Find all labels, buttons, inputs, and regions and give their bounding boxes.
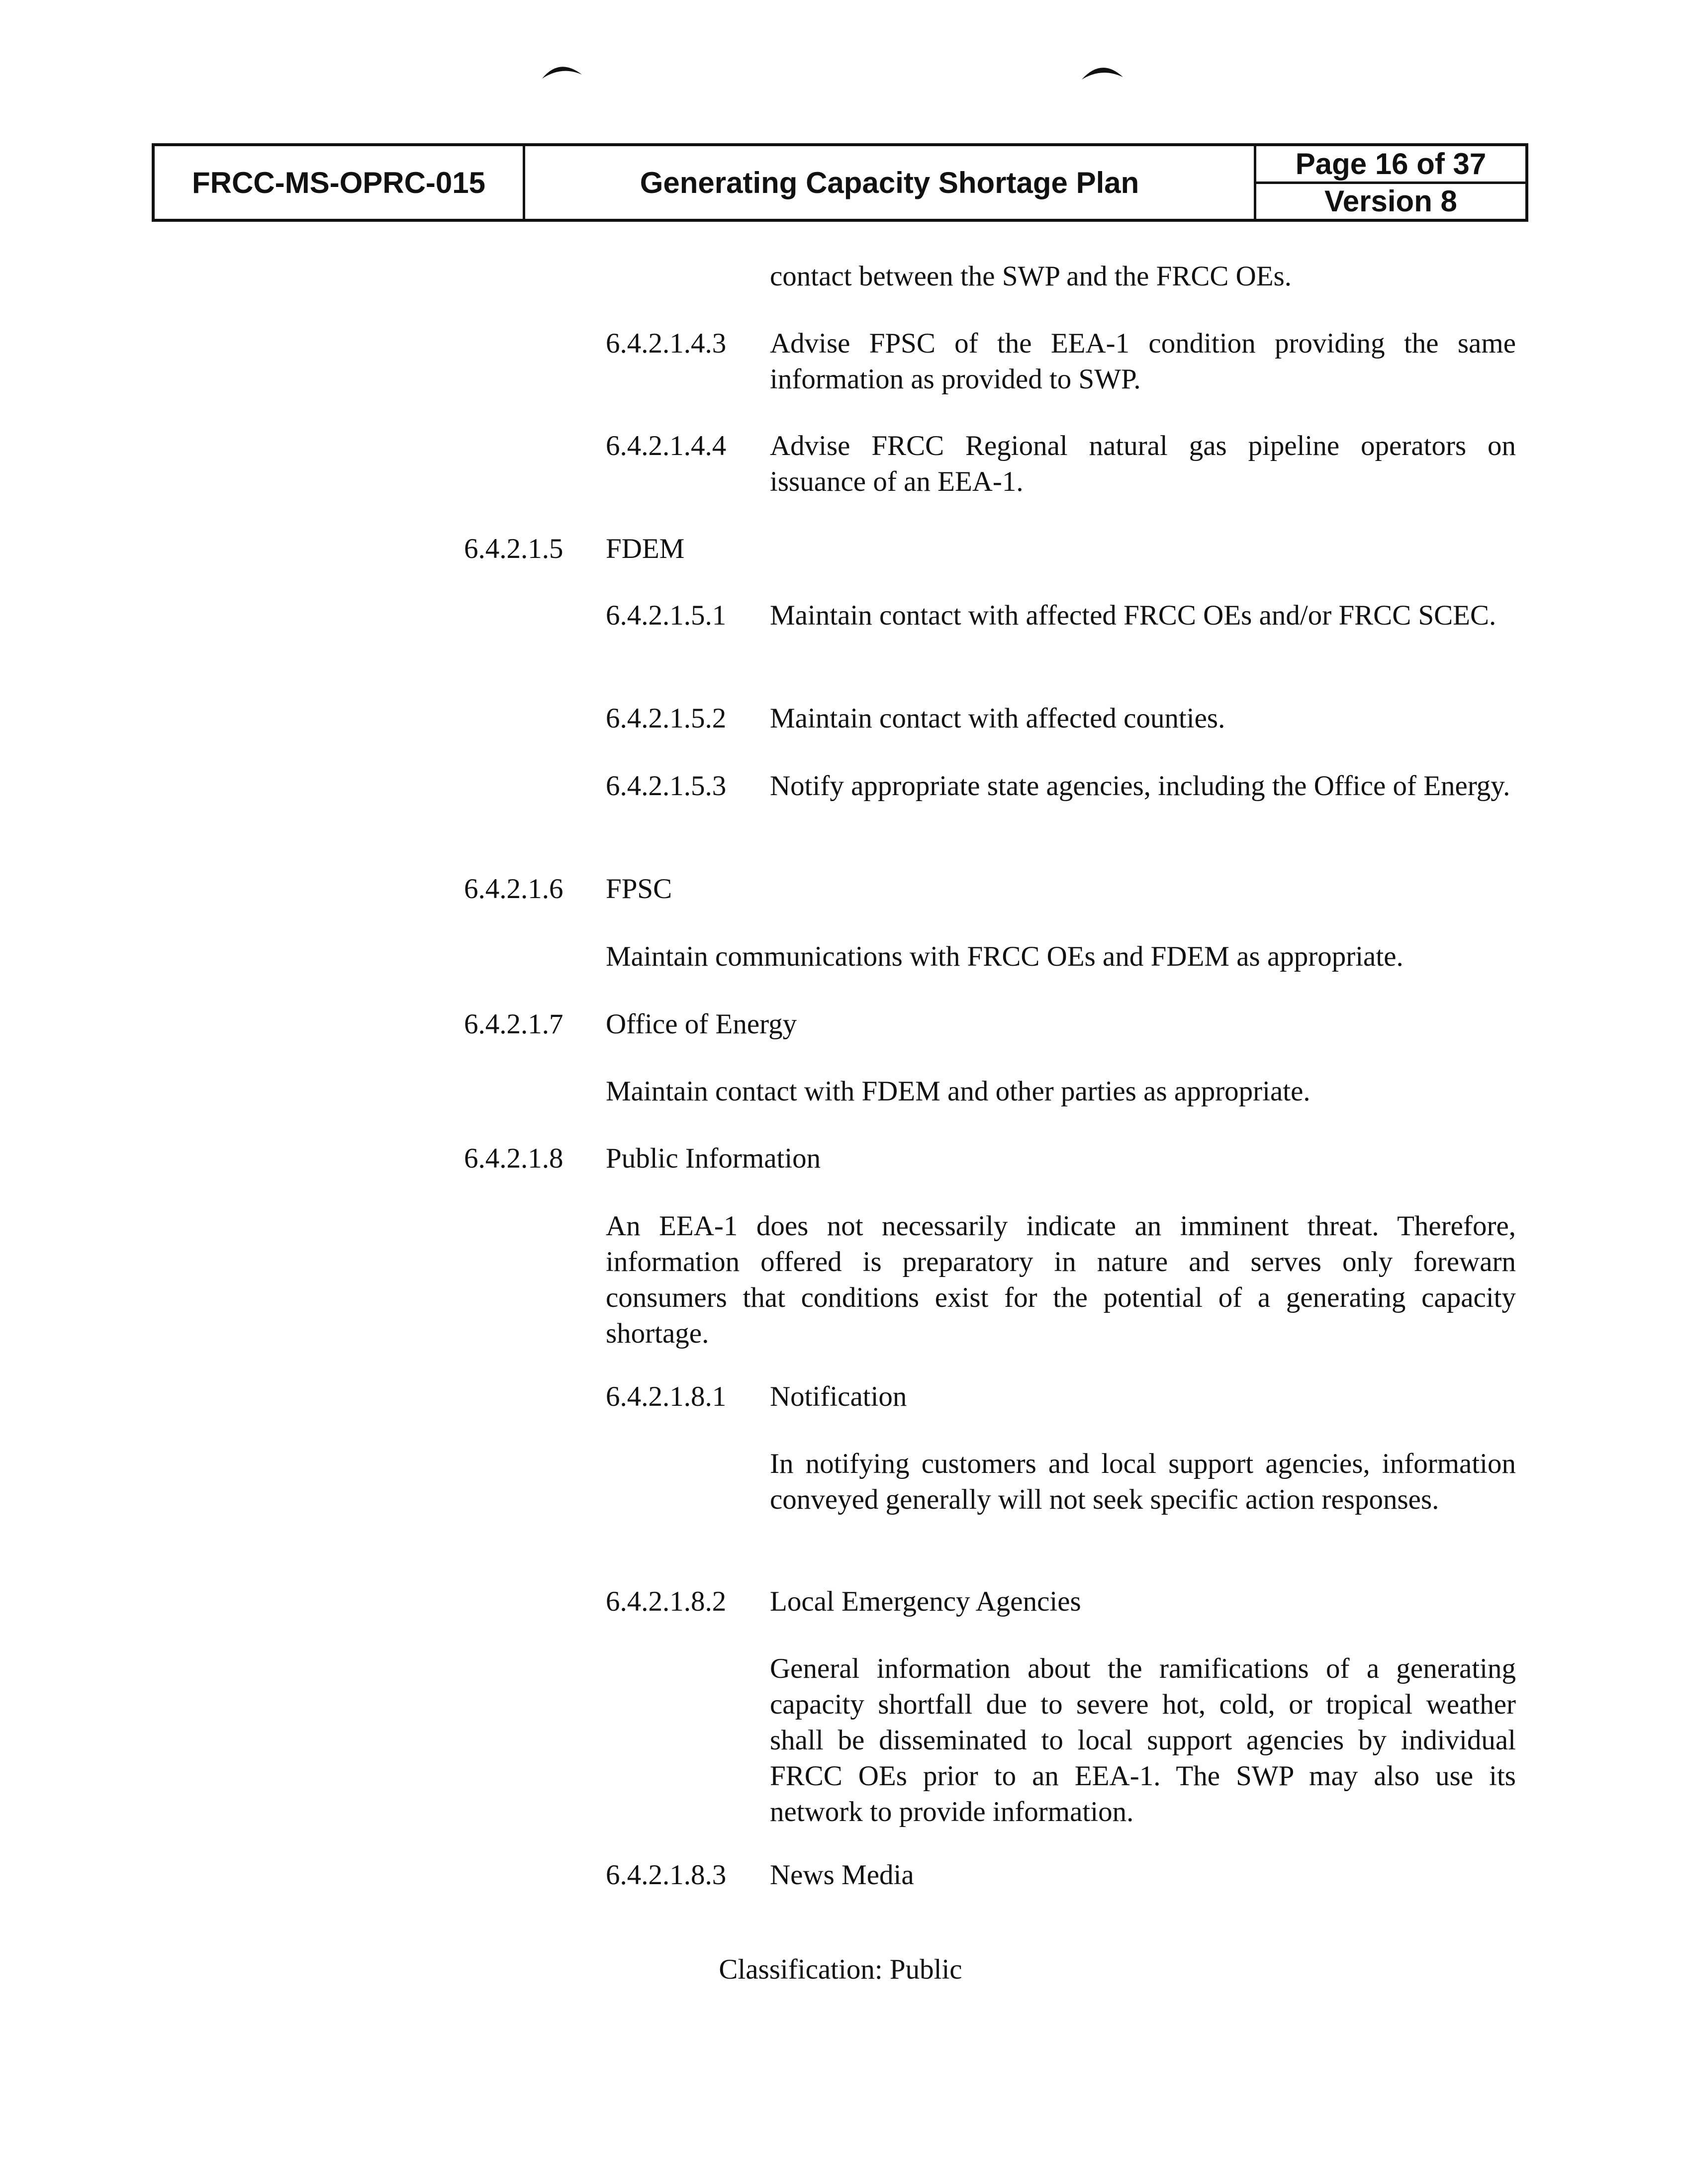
section-text: Advise FPSC of the EEA-1 condition providing the same information as provided to SWP.: [770, 328, 1516, 395]
section-number: 6.4.2.1.5.1: [606, 600, 727, 631]
section-heading: Public Information: [606, 1143, 821, 1174]
section-heading: FPSC: [606, 873, 672, 905]
section-text: Maintain contact with affected FRCC OEs and/or FRCC SCEC.: [770, 600, 1496, 631]
section-text: Notify appropriate state agencies, including the Office of Energy.: [770, 770, 1510, 802]
section-heading: Notification: [770, 1381, 907, 1412]
section-number: 6.4.2.1.8.2: [606, 1586, 727, 1617]
section-text: General information about the ramifications of a generating capacity shortfall due to severe hot, cold, or tropical weather shall be disseminated to local support agencies by individual FRCC OEs prior to an EEA-1. The SWP may also use its network to provide information.: [770, 1653, 1516, 1827]
doc-version: Version 8: [1324, 184, 1457, 218]
page-number: Page 16 of 37: [1256, 146, 1525, 184]
section-text: Advise FRCC Regional natural gas pipeline operators on issuance of an EEA-1.: [770, 430, 1516, 497]
section-number: 6.4.2.1.7: [464, 1008, 563, 1040]
section-number: 6.4.2.1.4.3: [606, 328, 727, 359]
section-number: 6.4.2.1.6: [464, 873, 563, 905]
section-heading: News Media: [770, 1859, 914, 1891]
section-number: 6.4.2.1.4.4: [606, 430, 727, 461]
section-text: In notifying customers and local support agencies, information conveyed generally will not seek specific action responses.: [770, 1448, 1516, 1515]
doc-title: Generating Capacity Shortage Plan: [525, 146, 1256, 219]
section-heading: FDEM: [606, 533, 685, 564]
section-text: Maintain contact with FDEM and other parties as appropriate.: [606, 1076, 1310, 1107]
section-heading: Office of Energy: [606, 1008, 797, 1040]
doc-id: FRCC-MS-OPRC-015: [155, 146, 525, 219]
section-number: 6.4.2.1.5.3: [606, 770, 727, 802]
section-heading: Local Emergency Agencies: [770, 1586, 1081, 1617]
section-number: 6.4.2.1.8.3: [606, 1859, 727, 1891]
section-text: An EEA-1 does not necessarily indicate an imminent threat. Therefore, information offered is preparatory in nature and serves only forewarn consumers that conditions exist for the potential of a generating capacity shortage.: [606, 1210, 1516, 1349]
section-number: 6.4.2.1.8.1: [606, 1381, 727, 1412]
classification-footer: Classification: Public: [719, 1954, 962, 1985]
continued-text: contact between the SWP and the FRCC OEs.: [770, 261, 1292, 292]
section-text: Maintain communications with FRCC OEs and FDEM as appropriate.: [606, 941, 1403, 972]
section-number: 6.4.2.1.5: [464, 533, 563, 564]
section-number: 6.4.2.1.8: [464, 1143, 563, 1174]
section-text: Maintain contact with affected counties.: [770, 703, 1225, 734]
section-number: 6.4.2.1.5.2: [606, 703, 727, 734]
